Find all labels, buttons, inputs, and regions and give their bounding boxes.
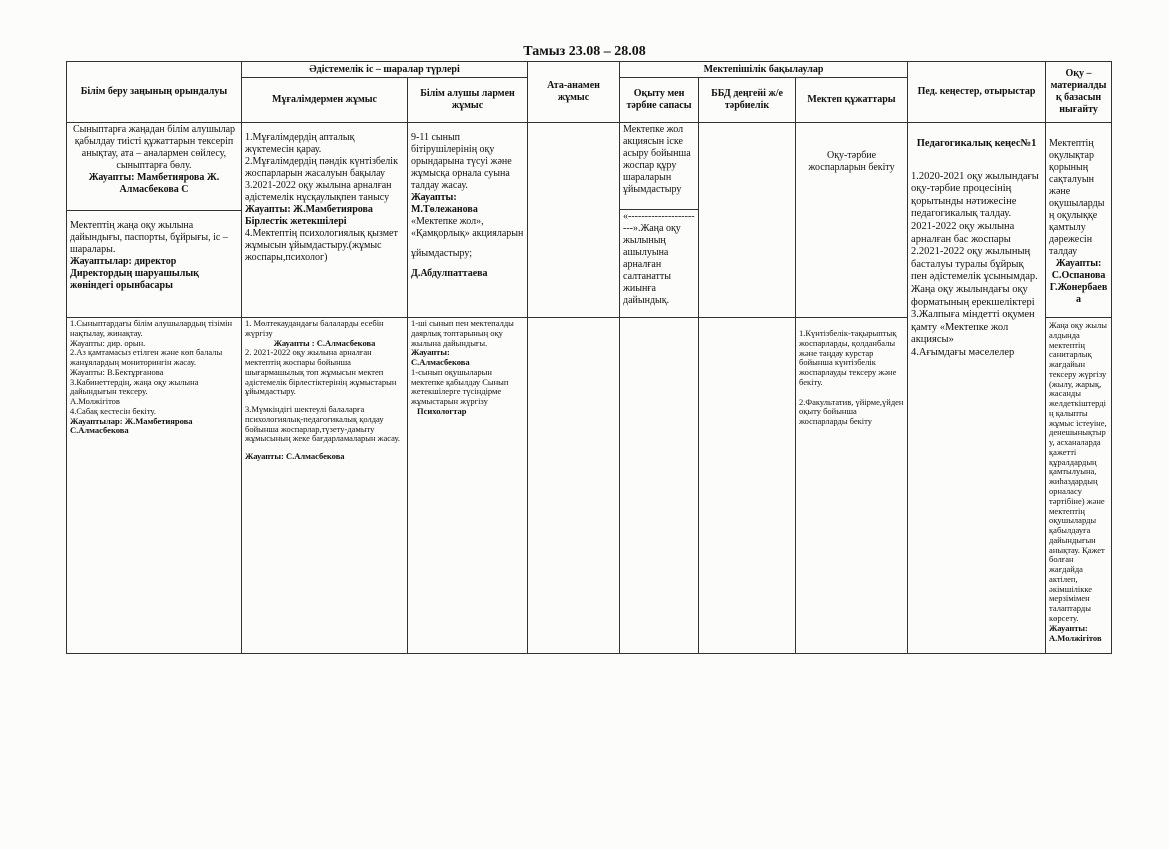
teachers-item: 1.Мұғалімдердің апталық жүктемесін қарау. (245, 132, 355, 155)
header-ped-council: Пед. кеңестер, отырыстар (908, 62, 1046, 123)
material-resp: Жауапты: А.Молжігітов (1049, 622, 1102, 643)
header-law: Білім беру заңының орындалуы (67, 62, 242, 123)
teaching-quality-cell-3 (620, 318, 699, 654)
teachers-item: 4.Мектептің психологиялық қызмет жұмысын ұйымдастыру.(жұмыс жоспары,психолог) (245, 228, 398, 263)
ped-council-item: 1.2020-2021 оқу жылындағы оқу-тәрбие процесінің қорытынды нәтижесіне педагогикалық талдау. (911, 170, 1039, 220)
students-resp: Жауапты: (411, 347, 450, 358)
ped-council-item: 4.Ағымдағы мәселелер (911, 346, 1015, 358)
teachers-cell-1 (242, 123, 408, 318)
law-item: 1.Сыныптардағы білім алушылардың тізімін нақтылау, жинақтау. (70, 318, 233, 338)
header-parents: Ата-анамен жұмыс (528, 62, 620, 123)
docs-item: 2.Факультатив, үйірме,үйден оқыту бойынша жоспарларды бекіту (799, 396, 904, 427)
ped-council-item: 2.2021-2022 оқу жылының басталуы туралы бұйрық пен әдістемелік ұсынымдар. Жаңа оқу жылындағы оқу форматының ерекшеліктері (911, 246, 1038, 308)
teaching-quality-text: Мектепке жол акциясын іске асыру бойынша жоспар құру шараларын ұйымдастыру (620, 123, 698, 210)
law-text-1: Сыныптарға жаңадан білім алушылар қабылдау тиісті құжаттарын тексеріп анықтау, ата – аналармен сөйлесу, сыныптарға бөлу. (72, 124, 236, 171)
law-cell-2 (67, 211, 242, 318)
page-title: Тамыз 23.08 – 28.08 (523, 44, 646, 59)
law-item: А.Молжігітов (70, 396, 120, 407)
law-text-2: Мектептің жаңа оқу жылына дайындығы, паспорты, бұйрығы, іс –шаралары. (70, 220, 228, 255)
docs-cell-3 (796, 318, 908, 654)
law-item: 3.Кабинеттердің, жаңа оқу жылына дайындығын тексеру. (70, 376, 199, 397)
teachers-item: 1. Мөлтекаудандағы балаларды есебін жүргізу (245, 318, 384, 338)
students-cell-1 (408, 123, 528, 318)
law-item: 4.Сабақ кестесін бекіту. (70, 405, 156, 416)
teachers-resp: Жауапты: С.Алмасбекова (245, 451, 345, 462)
students-text: 1-сынып оқушыларын мектепке қабылдау Сынып жетекшілерге түсіндірме жұмыстарын жүргізу (411, 366, 509, 407)
header-teaching-quality: Оқыту мен тәрбие сапасы (620, 78, 699, 123)
students-text: ұйымдастыру; (411, 248, 472, 259)
teachers-cell-3 (242, 318, 408, 654)
students-resp: Психологтар (417, 405, 467, 416)
students-cell-3 (408, 318, 528, 654)
header-material: Оқу – материалдық базасын нығайту (1046, 62, 1112, 123)
kbd-cell-3 (699, 318, 796, 654)
header-control: Мектепішілік бақылаулар (620, 62, 908, 78)
kbd-cell-1 (699, 123, 796, 318)
law-item: Жауапты: дир. орын. (70, 337, 146, 348)
material-cell-3 (1046, 318, 1112, 654)
material-text: Жаңа оқу жылы алдында мектептің санитарлық жағдайын тексеру жүргізу (жылу, жарық, жасанды желдеткіштердің қалыпты жұмыс істеуіне, денешынықтыру, асханаларда қажетті құралдардың қамтылуына, жиһаздардың орналасу тәртібіне) және мектептің оқушыларды қабылдауға дайындығын анықтау. Қажет болған жағдайда актілеп, әкімшілікке мерзімімен талаптарды көрсету. (1049, 320, 1107, 623)
law-cell-3 (67, 318, 242, 654)
teachers-item: 2.Мұғалімдердің пәндік күнтізбелік жоспарларын жасалуын бақылау (245, 156, 398, 179)
law-resp-1: Жауапты: Мамбетиярова Ж. Алмасбекова С (88, 172, 220, 195)
header-students: Білім алушы лармен жұмыс (408, 78, 528, 123)
teachers-resp: Жауапты: Ж.Мамбетиярова Бірлестік жетекшілері (245, 204, 373, 227)
parents-cell-3 (528, 318, 620, 654)
header-methodical: Әдістемелік іс – шаралар түрлері (242, 62, 528, 78)
teaching-quality-text: «-----------------------».Жаңа оқу жылының ашылуына арналған салтанатты жиынға дайындық. (623, 211, 695, 306)
ped-council-title: Педагогикалық кеңес№1 (916, 138, 1037, 149)
law-item: 2.Аз қамтамасыз етілген және көп балалы жанұялардың мониторингін жасау. (70, 347, 223, 368)
plan-table (66, 61, 1112, 654)
students-resp: С.Алмасбекова (411, 357, 470, 368)
teachers-item: 3.Мүмкіндігі шектеулі балаларға психологиялық-педагогикалық қолдау бойынша жоспарлар,түзету-дамыту жұмысының жеке бағдарламаларын жасау. (245, 404, 401, 444)
law-item: Жауапты: В.Бектұрғанова (70, 366, 164, 377)
material-text: Мектептің оқулықтар қорының сақталуын және оқушылардың оқулыққе қамтылу дәрежесін талдау (1049, 138, 1105, 257)
docs-text: Оқу-тәрбие жоспарларын бекіту (808, 150, 895, 173)
docs-item: 1.Күнтізбелік-тақырыптық жоспарларды, қолданбалы және таңдау курстар бойынша күнтізбелік жоспарлауды тексеру және бекіту. (799, 328, 897, 387)
teaching-quality-cell-1 (620, 123, 699, 318)
students-text: «Мектепке жол», «Қамқорлық» акцияларын (411, 216, 524, 239)
teachers-item: 2. 2021-2022 оқу жылына арналған мектептің жоспары бойынша шығармашылық топ жұмысын мектеп әдістемелік бірлестіктерінің жұмыстарын ұйымдастыру. (245, 347, 397, 397)
law-resp-3: Жауаптылар: Ж.Мамбетиярова С.Алмасбекова (70, 415, 193, 436)
ped-council-cell (908, 123, 1046, 654)
material-resp: Жауапты: С.Оспанова Г.Жонербаева (1049, 258, 1108, 305)
header-docs: Мектеп құжаттары (796, 78, 908, 123)
ped-council-item: 2021-2022 оқу жылына арналған бас жоспары (911, 220, 1015, 245)
students-text: 9-11 сынып бітірушілерінің оқу орындарына түсуі және жұмысқа орнала суына талдау жасау. (411, 132, 512, 191)
header-teachers: Мұғалімдермен жұмыс (242, 78, 408, 123)
students-text: 1-ші сынып пен мектепалды даярлық топтарының оқу жылына дайындығы. (411, 318, 514, 348)
parents-cell-1 (528, 123, 620, 318)
header-kbd: ББД деңгейі ж/е тәрбиелік (699, 78, 796, 123)
material-cell-1 (1046, 123, 1112, 318)
docs-cell-1 (796, 123, 908, 318)
teachers-resp: Жауапты : С.Алмасбекова (273, 337, 376, 348)
teachers-item: 3.2021-2022 оқу жылына арналған әдістемелік нұсқаулықпен танысу (245, 180, 392, 203)
ped-council-item: 3.Жалпыға міндетті оқумен қамту «Мектепке жол акциясы» (911, 309, 1035, 346)
students-resp: Жауапты: М.Төлежанова (411, 192, 478, 215)
law-resp-2: Жауаптылар: директор Директордың шаруашылық жөніндегі орынбасары (70, 256, 199, 291)
law-cell-1 (67, 123, 242, 211)
students-resp: Д.Абдулпаттаева (411, 268, 488, 279)
